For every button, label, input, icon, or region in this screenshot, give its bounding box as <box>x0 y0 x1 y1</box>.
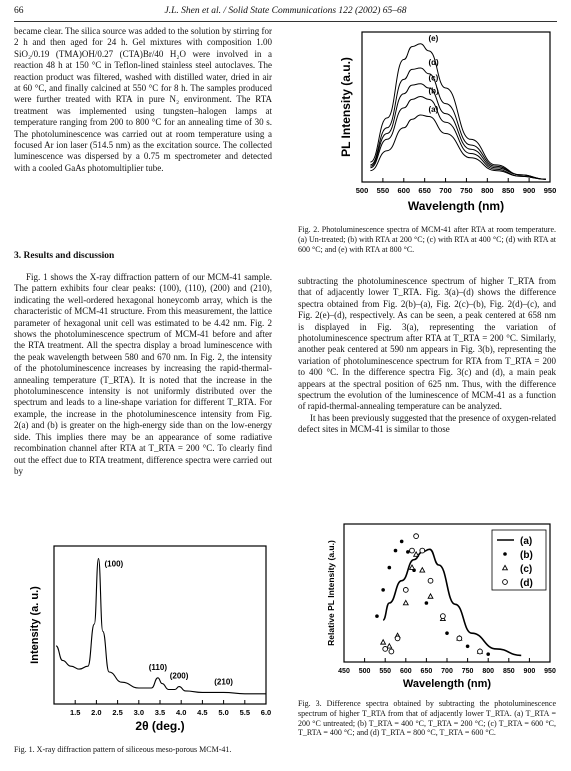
header-rule <box>14 21 557 22</box>
fig3-point-dot <box>466 644 470 648</box>
fig3-plot-area <box>326 524 556 690</box>
legend-swatch-dot <box>503 552 507 556</box>
fig2-caption: Fig. 2. Photoluminescence spectra of MCM-41 after RTA at room temperature. (a) Un-treated; (b) with RTA at 200 °C; (c) with RTA at 400 °C; (d) with RTA at 600 °C; and (e) with RTA at 800 °C. <box>298 225 556 254</box>
legend-label: (a) <box>520 536 533 547</box>
x-axis-label: Wavelength (nm) <box>402 678 492 690</box>
fig3-point-circle <box>457 636 462 641</box>
x-tick-label: 650 <box>420 668 433 675</box>
x-tick-label: 450 <box>338 668 350 675</box>
x-tick-label: 4.5 <box>197 708 208 717</box>
fig3-point-dot <box>388 566 392 570</box>
fig2-series-label: (d) <box>428 58 439 67</box>
fig3-legend <box>492 530 546 590</box>
fig2-series-label: (c) <box>428 73 439 83</box>
x-tick-label: 600 <box>399 668 412 675</box>
page-number: 66 <box>14 6 24 16</box>
x-tick-label: 550 <box>376 186 390 195</box>
right-paragraph-2: It has been previously suggested that the presence of oxygen-related defect sites in MCM-41 is similar to those <box>298 412 556 435</box>
fig1-peak-label: (100) <box>104 559 124 569</box>
fig2-series-line-3 <box>370 68 545 179</box>
fig3-point-circle <box>414 534 419 539</box>
fig3-point-triangle <box>428 594 433 598</box>
fig1-caption: Fig. 1. X-ray diffraction pattern of siliceous meso-porous MCM-41. <box>14 745 232 754</box>
results-paragraph: Fig. 1 shows the X-ray diffraction pattern of our MCM-41 sample. The pattern exhibits four clear peaks: (100), (110), (200) and (210), indicating the well-ordered hexagonal honeycomb array, which is the characteristic of MCM-41 structure. From this measurement, the lattice parameter of hexagonal unit cell was estimated to be 4.42 nm. Fig. 2 shows the photoluminescence spectrum of MCM-41 before and after the RTA treatment. All the spectra display a broad luminescence with the peak wavelength between 580 and 670 nm. In Fig. 2, the intensity of the photoluminescence increases by increasing the rapid-thermal-annealing temperature (T_RTA). It is noted that the increase in the photoluminescence intensity is not uniformly distributed over the spectrum and leads to a line-shape variation for different T_RTA. For example, the increase in the photoluminescence intensity from Fig. 2(a) and (b) is greater on the high-energy side than on the low-energy side. This implies there may be an appearance of some radiative recombination channel after RTA at T_RTA = 200 °C. To clearly find out the effect due to RTA treatment, difference spectra were carried out by <box>14 272 272 476</box>
fig1-peak-label: (210) <box>214 677 233 687</box>
x-tick-label: 700 <box>439 186 452 195</box>
x-tick-label: 2.0 <box>91 708 102 717</box>
fig3-point-triangle <box>414 552 419 556</box>
x-tick-label: 4.0 <box>175 708 187 717</box>
fig1-chart <box>14 540 276 740</box>
experimental-paragraph: became clear. The silica source was added to the solution by stirring for 2 h and then aged for 24 h. Gel mixtures with composition 1.00 SiO₂/0.19 (TMA)OH/0.27 (CTA)Br/40 H₂O were involved in a reaction 48 h at 150 °C in Teflon-lined stainless steel autoclaves. The reaction product was filtered, washed with distilled water, dried in air at 60 °C, and finally calcined at 550 °C for 8 h. The samples produced were further treated with RTA in pure N₂ environment. The RTA treatment was implemented using tungsten–halogen lamps at temperature ranging from 200 to 800 °C for an annealing time of 30 s. The photoluminescence was carried out at room temperature using a focused Ar ion laser (514.5 nm) as the excitation source. The collected luminescence was dispersed by a 0.75 m spectrometer and detected with a cooled GaAs photomultiplier tube. <box>14 26 273 173</box>
right-body-text <box>298 276 556 436</box>
y-axis-label: Relative PL Intensity (a.u.) <box>326 540 336 646</box>
x-axis-label: Wavelength (nm) <box>407 199 505 213</box>
fig3-point-circle <box>440 614 445 619</box>
legend-swatch-circle <box>503 580 508 585</box>
x-tick-label: 850 <box>501 186 515 195</box>
fig2-series-label: (b) <box>428 86 439 96</box>
fig3-point-circle <box>383 646 388 651</box>
fig2-plot-area <box>339 32 556 213</box>
left-body-text <box>14 272 272 477</box>
x-tick-label: 5.0 <box>218 708 229 717</box>
fig3-point-dot <box>381 588 385 592</box>
x-tick-label: 3.5 <box>154 708 166 717</box>
fig2-series-line-4 <box>370 44 545 179</box>
right-paragraph-1: subtracting the photoluminescence spectrum of higher T_RTA from that of adjacently lower T_RTA. Fig. 3(a)–(d) shows the difference spectra obtained from Fig. 2(b)–(a), Fig. 2(c)–(b), Fig. 2(d)–(c), and Fig. 2(e)–(d), respectively. As can be seen, a peak centered at 658 nm is displayed in Fig. 3(a), representing the variation of photoluminescence spectrum after RTA at T_RTA = 200 °C. Similarly, another peak centered at 590 nm appears in Fig. 3(b), representing the variation of photoluminescence spectrum for RTA from T_RTA = 200 to 400 °C. In the difference spectra Fig. 3(c) and (d), a main peak appears at the spectral position of 625 nm. Thus, with the difference spectrum the evolution of the luminescence of MCM-41 as a function of rapid-thermal-annealing temperature can be analyzed. <box>298 276 556 412</box>
fig3-point-triangle <box>410 565 415 569</box>
y-axis-label: Intensity (a. u.) <box>29 586 41 664</box>
x-axis-label: 2θ (deg.) <box>135 719 185 733</box>
x-tick-label: 1.5 <box>69 708 81 717</box>
x-tick-label: 3.0 <box>133 708 145 717</box>
x-tick-label: 950 <box>543 186 557 195</box>
fig1-plot-area <box>29 546 271 733</box>
x-tick-label: 900 <box>523 668 536 675</box>
legend-label: (b) <box>520 550 533 561</box>
fig3-point-dot <box>400 540 404 544</box>
x-tick-label: 2.5 <box>112 708 123 717</box>
x-tick-label: 650 <box>418 186 431 195</box>
fig3-chart <box>298 518 560 692</box>
x-tick-label: 600 <box>397 186 411 195</box>
fig3-point-dot <box>445 631 449 635</box>
fig2-series-label: (e) <box>428 33 439 43</box>
fig1-peak-label: (200) <box>169 671 189 681</box>
fig1-xrd-line <box>56 559 266 694</box>
fig3-point-triangle <box>381 640 386 644</box>
x-tick-label: 6.0 <box>260 708 272 717</box>
fig3-point-triangle <box>387 644 392 648</box>
y-axis-label: PL Intensity (a.u.) <box>339 57 353 157</box>
fig3-point-circle <box>395 636 400 641</box>
fig3-point-circle <box>389 649 394 654</box>
fig3-point-circle <box>403 587 408 592</box>
fig2-series-label: (a) <box>428 105 439 115</box>
fig3-point-circle <box>410 548 415 553</box>
fig3-point-dot <box>425 601 429 605</box>
fig3-point-triangle <box>403 600 408 604</box>
x-tick-label: 800 <box>482 668 495 675</box>
fig3-caption: Fig. 3. Difference spectra obtained by subtracting the photoluminescence spectrum of higher T_RTA from that of adjacently lower T_RTA. (a) T_RTA = 200 °C untreated; (b) T_RTA = 400 °C, T_RTA = 200 °C; (c) T_RTA = 600 °C, T_RTA = 400 °C; and (d) T_RTA = 800 °C, T_RTA = 600 °C. <box>298 699 556 738</box>
x-tick-label: 900 <box>522 186 536 195</box>
x-tick-label: 950 <box>544 668 556 675</box>
fig3-point-dot <box>375 614 379 618</box>
fig3-point-dot <box>394 549 398 553</box>
fig3-point-triangle <box>420 568 425 572</box>
left-top-text <box>14 26 272 174</box>
x-tick-label: 5.5 <box>239 708 251 717</box>
x-tick-label: 500 <box>358 668 371 675</box>
running-header <box>14 6 557 20</box>
fig3-point-circle <box>478 649 483 654</box>
journal-reference: J.L. Shen et al. / Solid State Communications 122 (2002) 65–68 <box>164 6 407 16</box>
legend-label: (c) <box>520 564 533 575</box>
legend-label: (d) <box>520 578 533 589</box>
x-tick-label: 550 <box>379 668 392 675</box>
x-tick-label: 750 <box>460 186 473 195</box>
x-tick-label: 850 <box>502 668 515 675</box>
fig2-chart <box>300 24 562 218</box>
fig3-point-dot <box>406 550 410 554</box>
x-tick-label: 750 <box>461 668 474 675</box>
section-heading: 3. Results and discussion <box>14 251 115 261</box>
fig3-point-circle <box>420 548 425 553</box>
x-tick-label: 800 <box>481 186 494 195</box>
fig3-point-dot <box>486 652 490 656</box>
fig1-peak-label: (110) <box>148 662 167 672</box>
x-tick-label: 700 <box>441 668 453 675</box>
x-tick-label: 500 <box>355 186 369 195</box>
fig3-point-circle <box>428 578 433 583</box>
